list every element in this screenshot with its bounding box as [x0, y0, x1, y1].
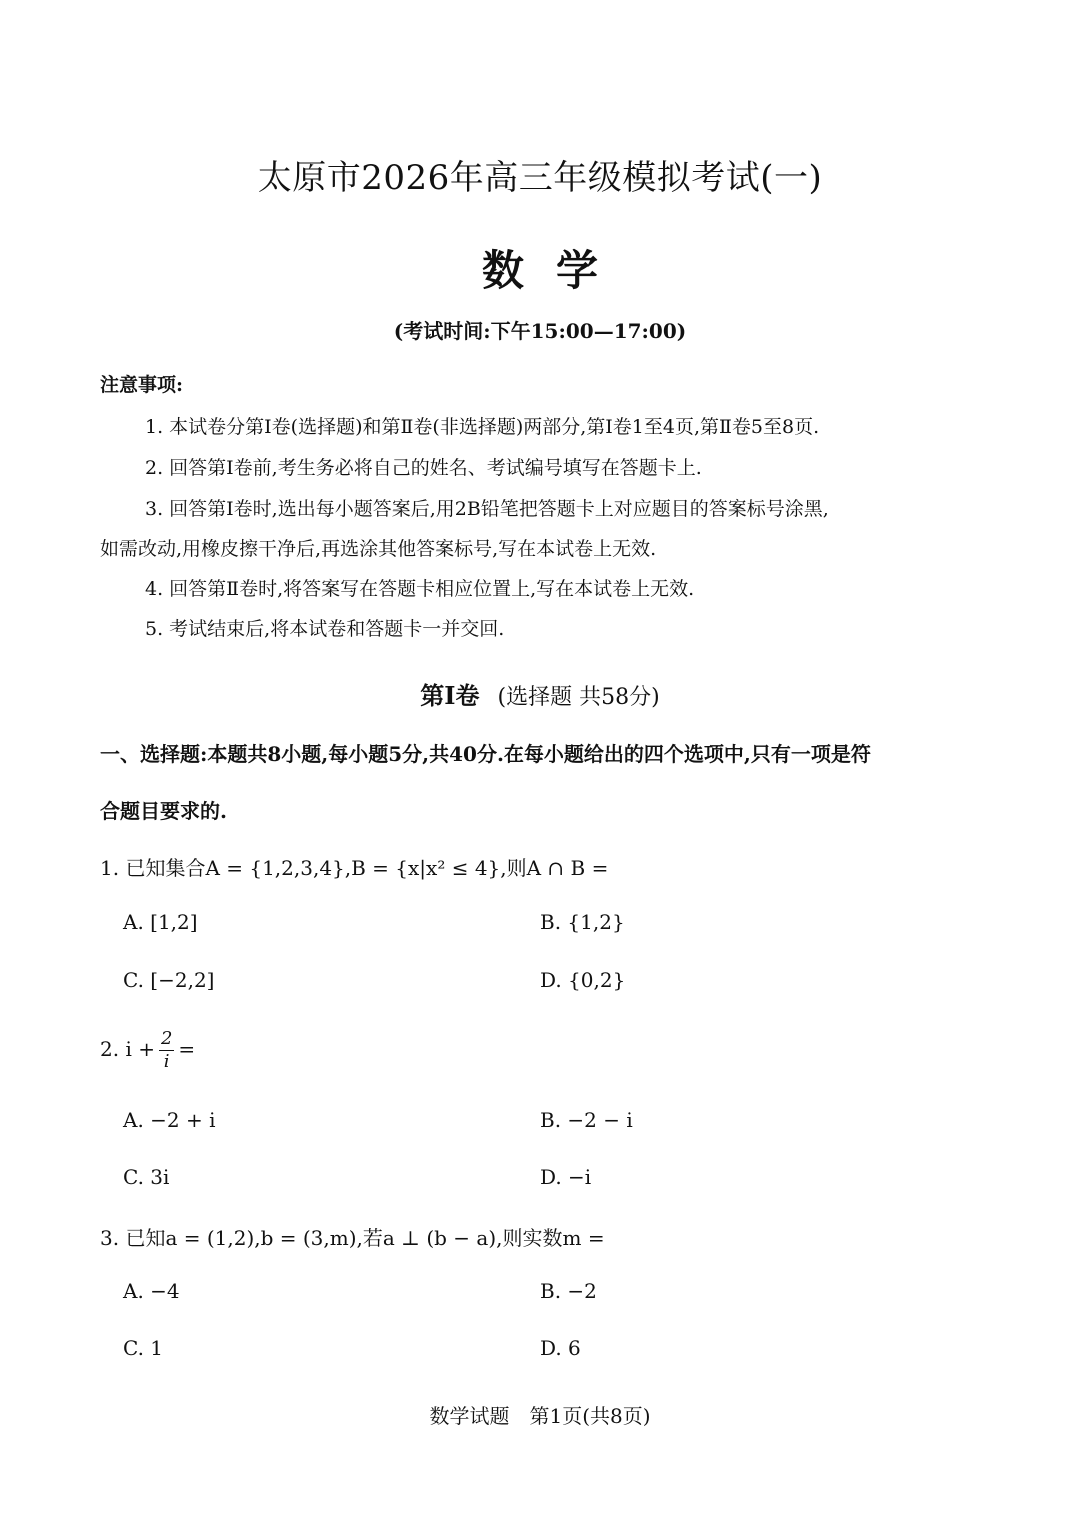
exam-time: (考试时间:下午15:00—17:00) — [393, 319, 687, 343]
note-item-continued: 如需改动,用橡皮擦干净后,再选涂其他答案标号,写在本试卷上无效. — [100, 538, 657, 560]
question-1-stem: 1. 已知集合A = {1,2,3,4},B = {x|x² ≤ 4},则A ∩ B = — [100, 856, 609, 880]
question-3-option-d: D. 6 — [540, 1336, 581, 1360]
fraction-numerator: 2 — [160, 1028, 173, 1049]
question-2-option-b: B. −2 − i — [540, 1108, 633, 1132]
notes-heading: 注意事项: — [100, 374, 184, 396]
subject-title: 数学 — [481, 246, 630, 295]
question-3-option-c: C. 1 — [123, 1336, 164, 1360]
note-item: 1. 本试卷分第Ⅰ卷(选择题)和第Ⅱ卷(非选择题)两部分,第Ⅰ卷1至4页,第Ⅱ卷5至8页. — [145, 416, 820, 438]
question-3-option-a: A. −4 — [123, 1279, 180, 1303]
question-3-stem: 3. 已知a = (1,2),b = (3,m),若a ⊥ (b − a),则实数m = — [100, 1226, 605, 1250]
note-item: 5. 考试结束后,将本试卷和答题卡一并交回. — [145, 618, 505, 640]
question-2-stem — [100, 1028, 195, 1073]
question-1-option-d: D. {0,2} — [540, 968, 626, 992]
question-2-option-c: C. 3i — [123, 1165, 170, 1189]
question-1-option-b: B. {1,2} — [540, 910, 625, 934]
part1-subtitle: (选择题 共58分) — [497, 685, 660, 710]
part1-heading — [0, 676, 1080, 711]
question-3-option-b: B. −2 — [540, 1279, 597, 1303]
question-1-option-a: A. [1,2] — [123, 910, 198, 934]
page-footer: 数学试题 第1页(共8页) — [429, 1404, 651, 1428]
question-1-option-c: C. [−2,2] — [123, 968, 215, 992]
exam-title: 太原市2026年高三年级模拟考试(一) — [257, 158, 823, 198]
question-2-suffix: = — [178, 1037, 196, 1061]
note-item: 3. 回答第Ⅰ卷时,选出每小题答案后,用2B铅笔把答题卡上对应题目的答案标号涂黑, — [145, 498, 829, 520]
section-instruction-continued: 合题目要求的. — [100, 799, 227, 823]
question-2-option-a: A. −2 + i — [123, 1108, 216, 1132]
question-2-prefix: 2. i + — [100, 1037, 155, 1061]
part1-title: 第Ⅰ卷 — [420, 681, 480, 710]
note-item: 4. 回答第Ⅱ卷时,将答案写在答题卡相应位置上,写在本试卷上无效. — [145, 578, 695, 600]
fraction — [159, 1028, 174, 1073]
fraction-denominator: i — [163, 1051, 170, 1072]
note-item: 2. 回答第Ⅰ卷前,考生务必将自己的姓名、考试编号填写在答题卡上. — [145, 457, 702, 479]
question-2-option-d: D. −i — [540, 1165, 592, 1189]
section-instruction: 一、选择题:本题共8小题,每小题5分,共40分.在每小题给出的四个选项中,只有一项是符 — [100, 742, 871, 766]
